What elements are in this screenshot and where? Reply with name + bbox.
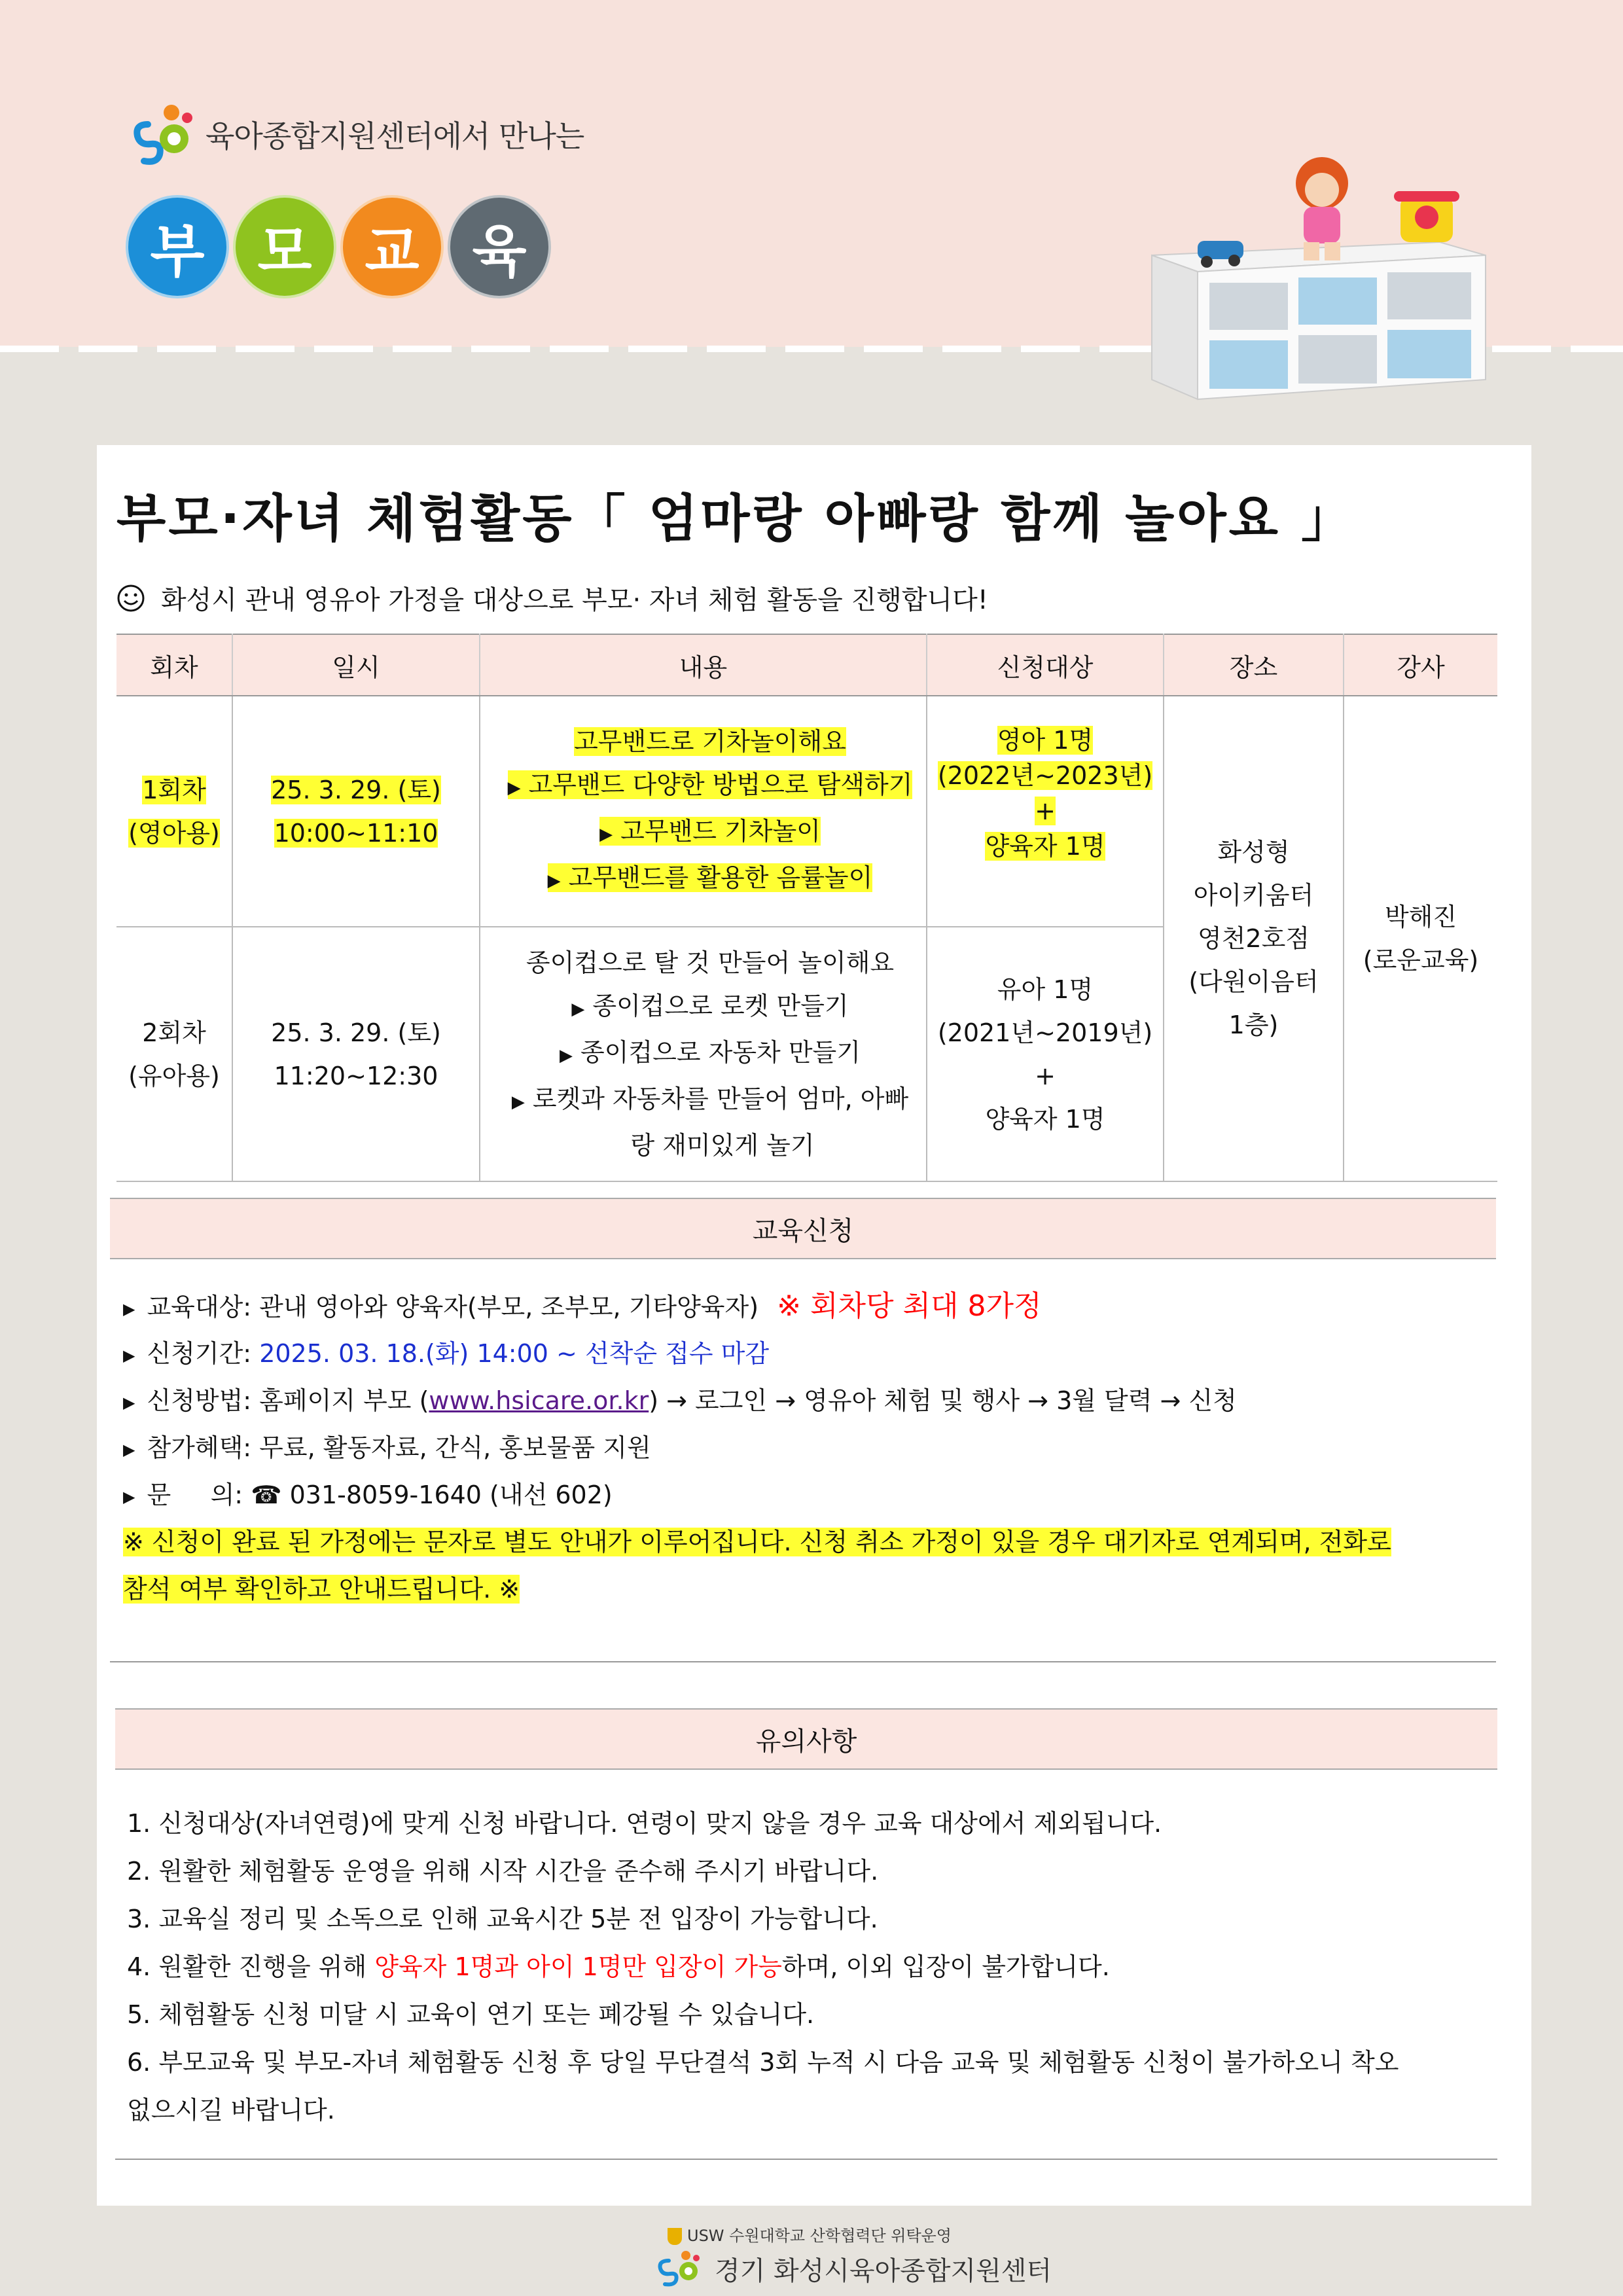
notice-text: ※ 신청이 완료 된 가정에는 문자로 별도 안내가 이루어집니다. 신청 취소 가정이 있을 경우 대기자로 연계되며, 전화로 bbox=[123, 1528, 1391, 1556]
target-cell bbox=[927, 927, 1164, 1181]
session-label: 1회차 bbox=[142, 775, 206, 804]
place-line: 영천2호점 bbox=[1197, 924, 1310, 953]
header-instructor: 강사 bbox=[1344, 634, 1497, 696]
instructor-org: (로운교육) bbox=[1363, 946, 1479, 975]
datetime-cell bbox=[232, 696, 480, 927]
title-char-2: 모 bbox=[233, 195, 336, 298]
caution-list bbox=[127, 1800, 1508, 2134]
header-place: 장소 bbox=[1164, 634, 1344, 696]
info-benefit-text: 참가혜택: 무료, 활동자료, 간식, 홍보물품 지원 bbox=[147, 1433, 651, 1462]
schedule-table bbox=[116, 634, 1497, 1182]
place-line: (다원이음터 bbox=[1188, 967, 1319, 996]
instructor-name: 박해진 bbox=[1384, 903, 1457, 931]
time-text: 10:00~11:10 bbox=[274, 818, 438, 848]
place-line: 아이키움터 bbox=[1193, 881, 1314, 910]
apply-section-heading: 교육신청 bbox=[110, 1198, 1496, 1259]
caution-emphasis: 양육자 1명과 아이 1명만 입장이 가능 bbox=[374, 1952, 782, 1981]
session-type: (유아용) bbox=[128, 1061, 220, 1090]
bullet-icon: ▶ bbox=[571, 999, 585, 1019]
content-cell bbox=[480, 927, 927, 1181]
target-plus: + bbox=[1035, 1061, 1056, 1090]
smile-icon bbox=[116, 584, 145, 613]
place-cell bbox=[1164, 696, 1344, 1181]
title-char-1: 부 bbox=[126, 195, 229, 298]
caution-item: 3. 교육실 정리 및 소독으로 인해 교육시간 5분 전 입장이 가능합니다. bbox=[127, 1905, 878, 1933]
bullet-icon: ▶ bbox=[123, 1393, 135, 1412]
target-plus: + bbox=[1035, 797, 1056, 825]
caution-item bbox=[127, 1943, 1508, 1991]
bullet-icon: ▶ bbox=[123, 1487, 135, 1506]
info-target-text: 교육대상: 관내 영아와 양육자(부모, 조부모, 기타양육자) bbox=[147, 1293, 759, 1321]
date-text: 25. 3. 29. (토) bbox=[271, 775, 441, 804]
info-method-rest: ) → 로그인 → 영유아 체험 및 행사 → 3월 달력 → 신청 bbox=[649, 1386, 1237, 1415]
session-cell bbox=[116, 927, 232, 1181]
footer-operator-text: USW 수원대학교 산학협력단 위탁운영 bbox=[687, 2227, 952, 2245]
content-item: 고무밴드를 활용한 음률놀이 bbox=[568, 863, 873, 892]
caution-text: 4. 원활한 진행을 위해 bbox=[127, 1952, 375, 1981]
date-text: 25. 3. 29. (토) bbox=[271, 1018, 441, 1047]
intro-line bbox=[116, 579, 988, 617]
page-title: 부모·자녀 체험활동「 엄마랑 아빠랑 함께 놀아요 」 bbox=[116, 490, 1355, 548]
target-years: (2021년~2019년) bbox=[937, 1018, 1153, 1047]
content-title: 고무밴드로 기차놀이해요 bbox=[574, 727, 846, 756]
bullet-icon: ▶ bbox=[123, 1440, 135, 1459]
content-item-cont: 랑 재미있게 놀기 bbox=[630, 1131, 815, 1160]
session-cell bbox=[116, 696, 232, 927]
info-period bbox=[123, 1330, 1504, 1377]
info-target-note: ※ 회차당 최대 8가정 bbox=[777, 1289, 1042, 1323]
target-guardian: 양육자 1명 bbox=[985, 832, 1105, 861]
content-item: 고무밴드 기차놀이 bbox=[620, 817, 821, 846]
caution-item: 1. 신청대상(자녀연령)에 맞게 신청 바랍니다. 연령이 맞지 않을 경우 교육 대상에서 제외됩니다. bbox=[127, 1809, 1162, 1838]
target-text: 영아 1명 bbox=[997, 726, 1094, 755]
bullet-icon: ▶ bbox=[507, 778, 521, 798]
footer bbox=[589, 2219, 1052, 2291]
footer-center-name: 경기 화성시육아종합지원센터 bbox=[715, 2255, 1052, 2286]
datetime-cell bbox=[232, 927, 480, 1181]
session-type: (영아용) bbox=[128, 818, 220, 848]
caution-item: 5. 체험활동 신청 미달 시 교육이 연기 또는 폐강될 수 있습니다. bbox=[127, 2000, 815, 2029]
info-method bbox=[123, 1377, 1504, 1424]
brand-text: 육아종합지원센터에서 만나는 bbox=[205, 118, 584, 154]
notice-text: 참석 여부 확인하고 안내드립니다. ※ bbox=[123, 1575, 520, 1604]
intro-text: 화성시 관내 영유아 가정을 대상으로 부모· 자녀 체험 활동을 진행합니다! bbox=[161, 585, 988, 615]
info-period-value: 2025. 03. 18.(화) 14:00 ~ 선착순 접수 마감 bbox=[259, 1339, 770, 1368]
caution-text: 하며, 이외 입장이 불가합니다. bbox=[781, 1952, 1110, 1981]
caution-item-cont: 없으시길 바랍니다. bbox=[127, 2096, 335, 2125]
header-datetime: 일시 bbox=[232, 634, 480, 696]
content-item: 종이컵으로 자동차 만들기 bbox=[580, 1038, 861, 1067]
apply-info bbox=[123, 1283, 1504, 1613]
target-guardian: 양육자 1명 bbox=[985, 1104, 1105, 1134]
info-method-label: 신청방법: 홈페이지 부모 ( bbox=[147, 1386, 429, 1415]
table-row bbox=[116, 696, 1497, 927]
place-line: 화성형 bbox=[1217, 838, 1290, 867]
bullet-icon: ▶ bbox=[560, 1046, 573, 1066]
center-logo-icon bbox=[654, 2249, 707, 2288]
title-circles bbox=[126, 195, 555, 298]
header-target: 신청대상 bbox=[927, 634, 1164, 696]
content-item: 고무밴드 다양한 방법으로 탐색하기 bbox=[528, 770, 913, 799]
caution-section-heading: 유의사항 bbox=[115, 1708, 1497, 1770]
notice-line bbox=[123, 1566, 1504, 1613]
toy-shelf-illustration bbox=[1132, 144, 1499, 419]
brand-line bbox=[128, 98, 584, 170]
bullet-icon: ▶ bbox=[123, 1346, 135, 1365]
content-cell bbox=[480, 696, 927, 927]
content-card bbox=[97, 445, 1531, 2206]
place-line: 1층) bbox=[1228, 1011, 1279, 1039]
caution-item: 2. 원활한 체험활동 운영을 위해 시작 시간을 준수해 주시기 바랍니다. bbox=[127, 1857, 879, 1886]
target-text: 유아 1명 bbox=[997, 975, 1094, 1004]
content-title: 종이컵으로 탈 것 만들어 놀이해요 bbox=[526, 948, 895, 977]
section-divider bbox=[115, 2159, 1497, 2160]
bullet-icon: ▶ bbox=[511, 1092, 525, 1112]
bullet-icon: ▶ bbox=[123, 1299, 135, 1318]
notice-line bbox=[123, 1518, 1504, 1566]
title-char-4: 육 bbox=[448, 195, 551, 298]
content-item: 로켓과 자동차를 만들어 엄마, 아빠 bbox=[532, 1085, 909, 1113]
usw-shield-icon bbox=[668, 2228, 682, 2245]
bullet-icon: ▶ bbox=[547, 871, 561, 891]
time-text: 11:20~12:30 bbox=[274, 1061, 438, 1090]
info-benefit bbox=[123, 1424, 1504, 1471]
homepage-link[interactable]: www.hsicare.or.kr bbox=[429, 1386, 649, 1415]
center-logo-icon bbox=[128, 98, 200, 170]
title-char-3: 교 bbox=[340, 195, 444, 298]
footer-operator bbox=[668, 2223, 952, 2246]
header-content: 내용 bbox=[480, 634, 927, 696]
header-session: 회차 bbox=[116, 634, 232, 696]
target-cell bbox=[927, 696, 1164, 927]
bullet-icon: ▶ bbox=[599, 825, 613, 844]
content-item: 종이컵으로 로켓 만들기 bbox=[592, 992, 849, 1020]
table-header-row bbox=[116, 634, 1497, 696]
footer-center bbox=[654, 2249, 1052, 2288]
info-target bbox=[123, 1283, 1504, 1330]
target-years: (2022년~2023년) bbox=[937, 761, 1153, 790]
info-period-label: 신청기간: bbox=[147, 1339, 252, 1368]
info-contact-value: ☎ 031-8059-1640 (내선 602) bbox=[251, 1480, 613, 1509]
session-label: 2회차 bbox=[142, 1018, 206, 1047]
section-divider bbox=[110, 1661, 1496, 1662]
caution-item: 6. 부모교육 및 부모-자녀 체험활동 신청 후 당일 무단결석 3회 누적 시 다음 교육 및 체험활동 신청이 불가하오니 착오 bbox=[127, 2048, 1399, 2077]
instructor-cell bbox=[1344, 696, 1497, 1181]
info-contact-label: 문 의: bbox=[147, 1480, 243, 1509]
info-contact bbox=[123, 1471, 1504, 1518]
